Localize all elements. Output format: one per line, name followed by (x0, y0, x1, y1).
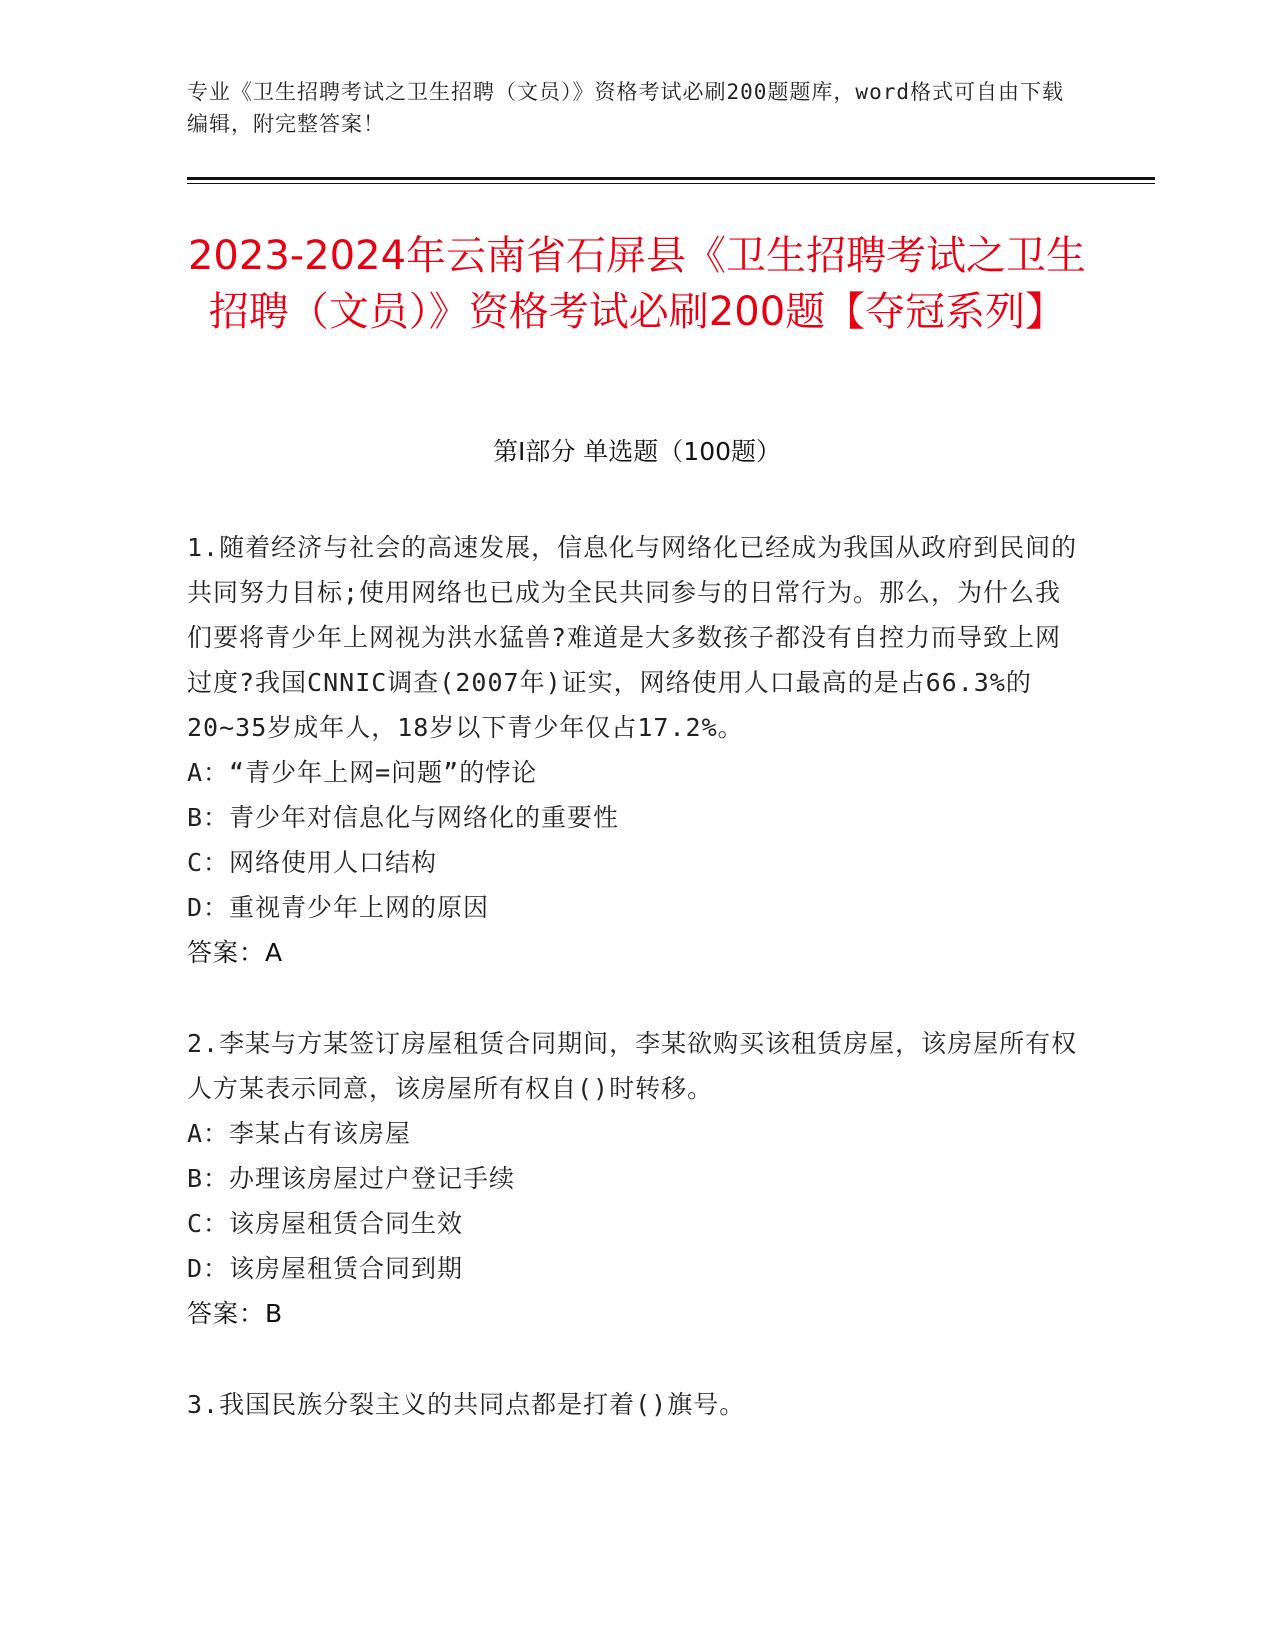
option-b: B：办理该房屋过户登记手续 (187, 1164, 516, 1193)
question-stem: 2.李某与方某签订房屋租赁合同期间，李某欲购买该租赁房屋，该房屋所有权人方某表示同意，该房屋所有权自()时转移。 (187, 1029, 1078, 1103)
answer-label: 答案：A (187, 938, 284, 967)
question-list (187, 525, 1087, 1473)
answer-label: 答案：B (187, 1299, 284, 1328)
question-1 (187, 525, 1087, 975)
question-stem: 3.我国民族分裂主义的共同点都是打着()旗号。 (187, 1390, 746, 1419)
option-a: A：李某占有该房屋 (187, 1119, 412, 1148)
option-d: D：该房屋租赁合同到期 (187, 1254, 464, 1283)
header-divider-thick (187, 177, 1155, 180)
header-note: 专业《卫生招聘考试之卫生招聘（文员）》资格考试必刷200题题库，word格式可自由下载编辑，附完整答案！ (187, 80, 1064, 136)
question-3 (187, 1382, 1087, 1427)
header-divider-thin (187, 183, 1155, 184)
option-c: C：该房屋租赁合同生效 (187, 1209, 464, 1238)
option-c: C：网络使用人口结构 (187, 848, 438, 877)
option-a: A：“青少年上网=问题”的悖论 (187, 758, 538, 787)
document-title: 2023-2024年云南省石屏县《卫生招聘考试之卫生招聘（文员）》资格考试必刷200题【夺冠系列】 (187, 233, 1087, 335)
option-b: B：青少年对信息化与网络化的重要性 (187, 803, 620, 832)
option-d: D：重视青少年上网的原因 (187, 893, 490, 922)
question-2 (187, 1021, 1087, 1336)
question-stem: 1.随着经济与社会的高速发展，信息化与网络化已经成为我国从政府到民间的共同努力目标;使用网络也已成为全民共同参与的日常行为。那么，为什么我们要将青少年上网视为洪水猛兽?难道是大多数孩子都没有自控力而导致上网过度?我国CNNIC调查(2007年)证实，网络使用人口最高的是占66.3%的20~35岁成年人，18岁以下青少年仅占17.2%。 (187, 533, 1078, 742)
section-heading: 第I部分 单选题（100题） (492, 437, 782, 466)
